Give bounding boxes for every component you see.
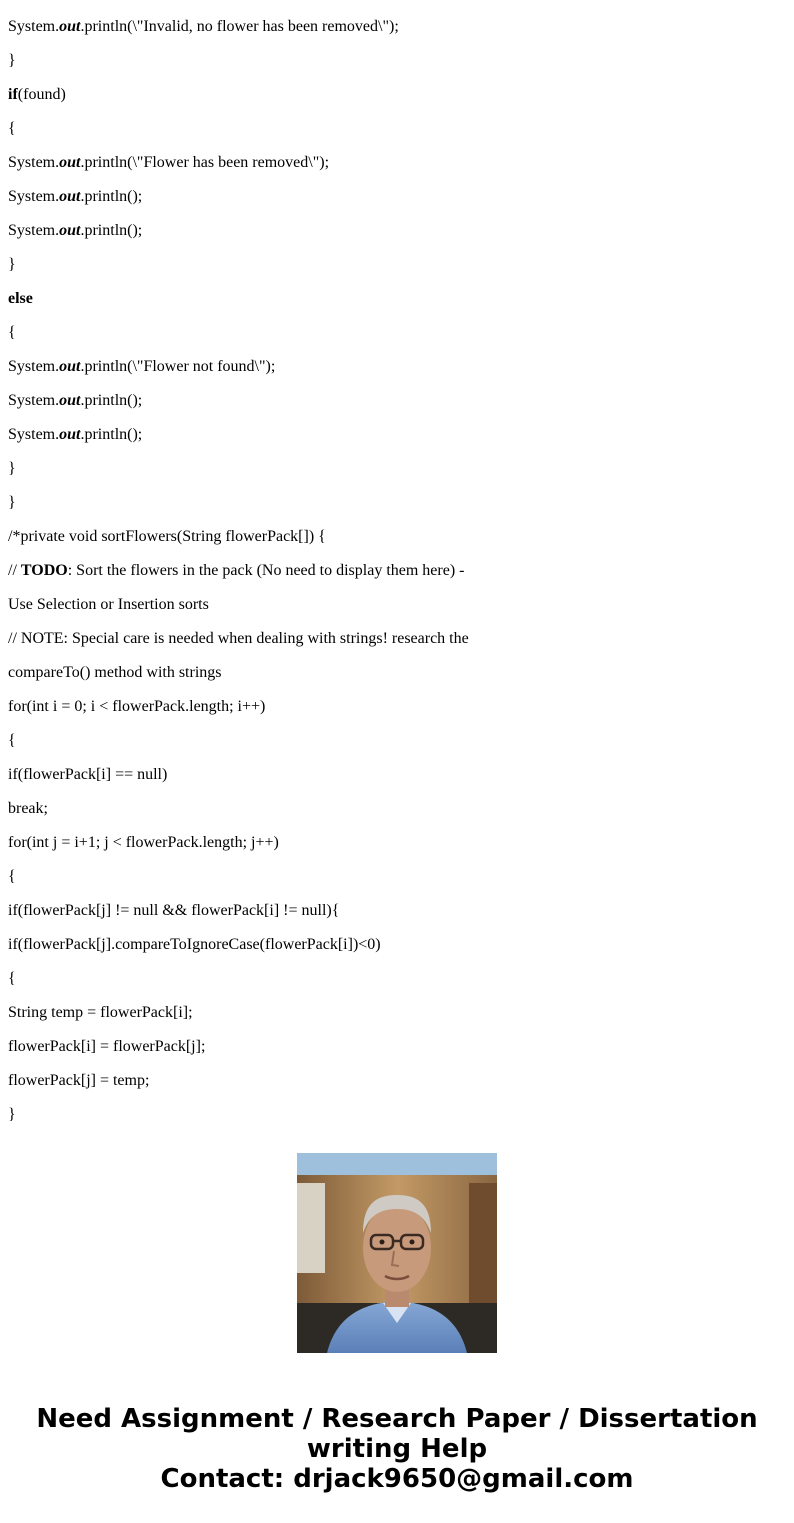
banner-line-2: writing Help (306, 1434, 488, 1464)
code-text: { (8, 732, 16, 749)
code-text: flowerPack[j] = temp; (8, 1072, 150, 1089)
code-line (8, 1098, 469, 1132)
code-line (8, 928, 469, 962)
code-line (8, 554, 469, 588)
code-keyword: TODO (20, 562, 68, 579)
code-lines (8, 0, 469, 1132)
code-text: if(flowerPack[j].compareToIgnoreCase(flowerPack[i])<0) (8, 936, 381, 953)
code-text: System. (8, 392, 60, 409)
code-text: System. (8, 154, 60, 171)
code-text: (found) (17, 86, 66, 103)
code-line (8, 418, 469, 452)
code-line (8, 1064, 469, 1098)
code-line (8, 44, 469, 78)
code-text: System. (8, 18, 60, 35)
code-line (8, 214, 469, 248)
code-line (8, 962, 469, 996)
code-line (8, 452, 469, 486)
code-text: .println(); (80, 392, 143, 409)
code-text: .println(\"Invalid, no flower has been removed\"); (80, 18, 399, 35)
code-text: } (8, 1106, 16, 1123)
code-keyword: out (59, 426, 81, 443)
code-text: { (8, 970, 16, 987)
code-line (8, 1030, 469, 1064)
code-text: System. (8, 188, 60, 205)
code-line (8, 0, 469, 10)
code-line (8, 724, 469, 758)
contact-banner (0, 1404, 794, 1494)
code-line (8, 112, 469, 146)
code-line (8, 826, 469, 860)
author-photo-icon (297, 1153, 497, 1353)
code-text: .println(); (80, 222, 143, 239)
code-text: System. (8, 222, 60, 239)
code-text: System. (8, 358, 60, 375)
code-line (8, 78, 469, 112)
code-line (8, 486, 469, 520)
code-line (8, 316, 469, 350)
code-text: } (8, 256, 16, 273)
code-text (8, 0, 16, 1)
code-line (8, 656, 469, 690)
code-keyword: out (59, 392, 81, 409)
code-text: { (8, 120, 16, 137)
code-line (8, 146, 469, 180)
code-line (8, 350, 469, 384)
code-text: for(int j = i+1; j < flowerPack.length; j++) (8, 834, 279, 851)
code-line (8, 622, 469, 656)
code-line (8, 758, 469, 792)
code-text: .println(\"Flower has been removed\"); (80, 154, 330, 171)
code-keyword: out (59, 154, 81, 171)
code-text: { (8, 868, 16, 885)
code-keyword: if (8, 86, 18, 103)
code-text: { (8, 324, 16, 341)
banner-line-1: Need Assignment / Research Paper / Dissertation (36, 1404, 758, 1434)
code-text: // NOTE: Special care is needed when dealing with strings! research the (8, 630, 469, 647)
code-text: .println(); (80, 426, 143, 443)
code-text: Use Selection or Insertion sorts (8, 596, 209, 613)
code-text: String temp = flowerPack[i]; (8, 1004, 193, 1021)
code-text: break; (8, 800, 48, 817)
code-line (8, 894, 469, 928)
code-keyword: out (59, 222, 81, 239)
code-text: .println(); (80, 188, 143, 205)
code-text: if(flowerPack[j] != null && flowerPack[i] != null){ (8, 902, 340, 919)
code-text: } (8, 460, 16, 477)
code-keyword: out (59, 18, 81, 35)
code-line (8, 248, 469, 282)
code-text: .println(\"Flower not found\"); (80, 358, 276, 375)
code-line (8, 792, 469, 826)
code-line (8, 282, 469, 316)
code-line (8, 180, 469, 214)
code-text: flowerPack[i] = flowerPack[j]; (8, 1038, 206, 1055)
code-text: // (8, 562, 21, 579)
code-text: } (8, 52, 16, 69)
code-text: } (8, 494, 16, 511)
code-line (8, 10, 469, 44)
author-avatar (297, 1153, 497, 1353)
code-line (8, 860, 469, 894)
code-line (8, 588, 469, 622)
code-line (8, 384, 469, 418)
code-line (8, 996, 469, 1030)
code-keyword: else (8, 290, 33, 307)
code-line (8, 690, 469, 724)
code-text: : Sort the flowers in the pack (No need to display them here) - (67, 562, 465, 579)
code-keyword: out (59, 358, 81, 375)
code-text: /*private void sortFlowers(String flowerPack[]) { (8, 528, 326, 545)
banner-line-3: Contact: drjack9650@gmail.com (160, 1464, 634, 1494)
code-text: for(int i = 0; i < flowerPack.length; i++) (8, 698, 266, 715)
code-text: System. (8, 426, 60, 443)
code-text: compareTo() method with strings (8, 664, 222, 681)
code-text: if(flowerPack[i] == null) (8, 766, 168, 783)
code-line (8, 520, 469, 554)
code-keyword: out (59, 188, 81, 205)
